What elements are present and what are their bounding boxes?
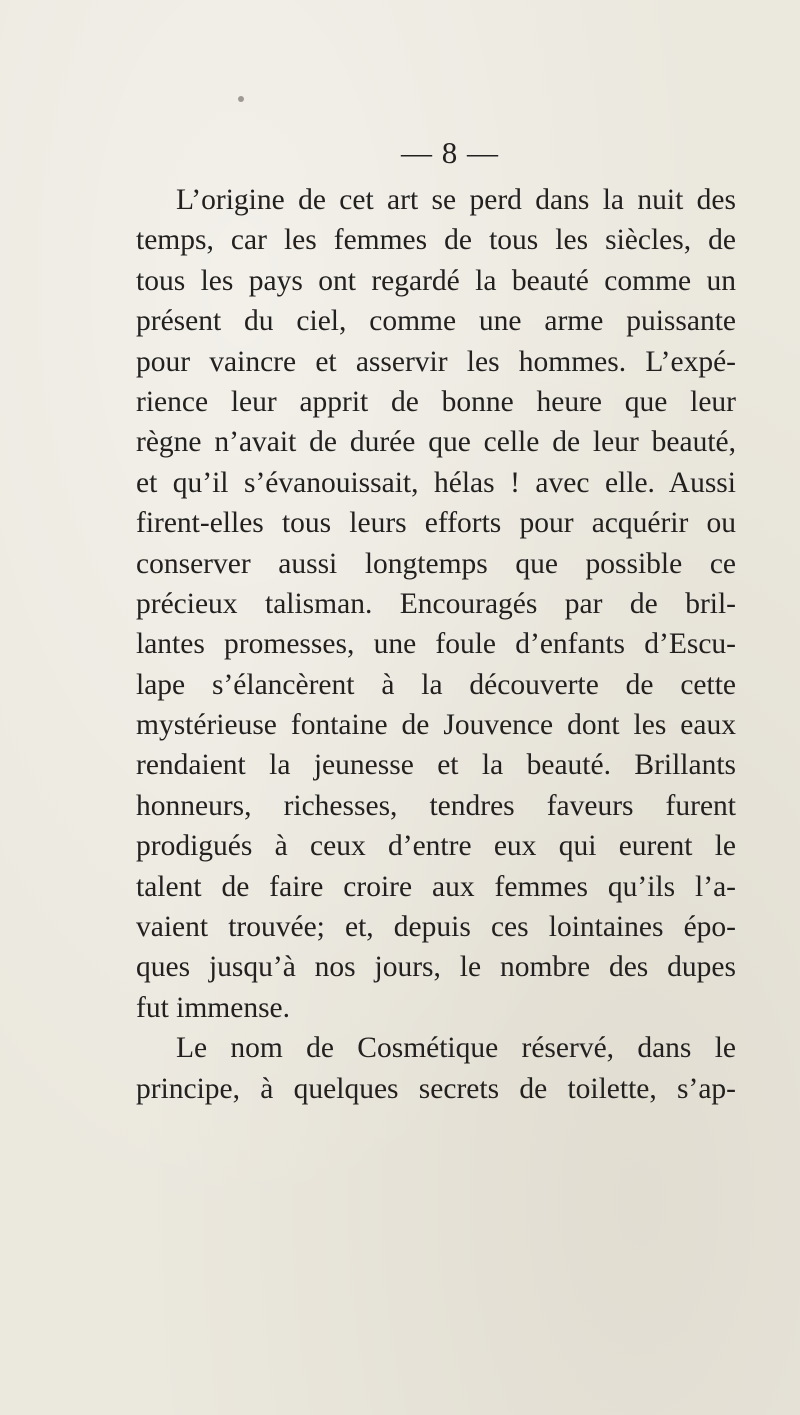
text-line: lantes promesses, une foule d’enfants d’Escu-: [136, 628, 736, 661]
text-line: prodigués à ceux d’entre eux qui eurent le: [136, 830, 736, 863]
text-line: vaient trouvée; et, depuis ces lointaines épo-: [136, 911, 736, 944]
text-line: L’origine de cet art se perd dans la nuit des: [176, 184, 736, 216]
text-line: honneurs, richesses, tendres faveurs furent: [136, 789, 736, 822]
text-line: temps, car les femmes de tous les siècles, de: [136, 224, 736, 257]
text-line: Le nom de Cosmétique réservé, dans le: [176, 1032, 736, 1065]
text-line: tous les pays ont regardé la beauté comme un: [136, 264, 736, 297]
page-number: — 8 —: [401, 135, 499, 170]
text-line: conserver aussi longtemps que possible ce: [136, 547, 736, 580]
text-line: ques jusqu’à nos jours, le nombre des dupes: [136, 951, 736, 984]
text-line: lape s’élancèrent à la découverte de cette: [136, 668, 736, 701]
text-line: mystérieuse fontaine de Jouvence dont les eaux: [136, 709, 736, 742]
text-line: rendaient la jeunesse et la beauté. Brillants: [136, 749, 736, 782]
text-line: pour vaincre et asservir les hommes. L’expé-: [136, 345, 736, 378]
text-line: et qu’il s’évanouissait, hélas ! avec elle. Aussi: [136, 466, 736, 499]
ink-speck: [238, 96, 244, 102]
text-line: firent-elles tous leurs efforts pour acquérir ou: [136, 507, 736, 540]
text-line: présent du ciel, comme une arme puissante: [136, 305, 736, 338]
text-line: principe, à quelques secrets de toilette, s’ap-: [136, 1072, 736, 1105]
text-line: fut immense.: [136, 991, 291, 1024]
body-text: [136, 180, 736, 1109]
text-line: précieux talisman. Encouragés par de bril-: [136, 587, 736, 620]
paragraph-1: [136, 180, 736, 1028]
paragraph-2: [136, 1028, 736, 1109]
text-line: règne n’avait de durée que celle de leur beauté,: [136, 426, 736, 459]
text-line: rience leur apprit de bonne heure que leur: [136, 385, 736, 418]
text-line: talent de faire croire aux femmes qu’ils l’a-: [136, 870, 736, 903]
